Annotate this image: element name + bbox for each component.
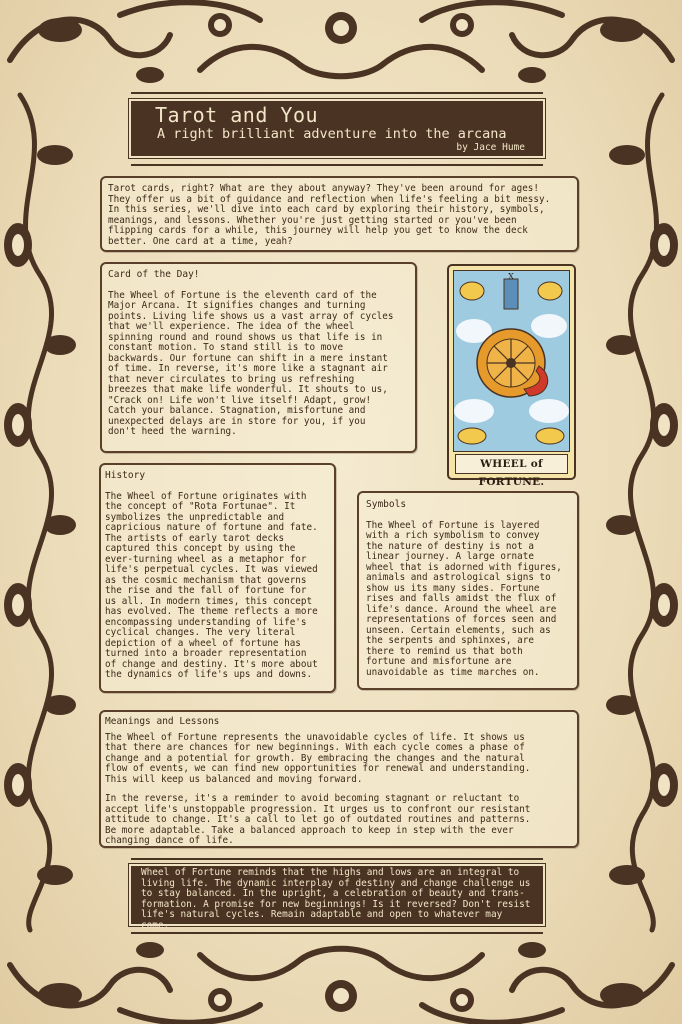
card-of-the-day-box xyxy=(100,262,417,453)
card-illustration xyxy=(453,270,570,452)
symbols-text: The Wheel of Fortune is layered with a rich symbolism to convey the nature of destiny is not a linear journey. A large ornate wheel that is adorned with figures, animals and astrological signs to show us its many sides. Fortune rises and falls amidst the flux of life's dance. Around the wheel are representations of forces seen and unseen. Certain elements, such as the serpents and sphinxes, are there to remind us that both fortune and misfortune are unavoidable as time marches on. xyxy=(366,519,562,678)
wheel-of-fortune-card-image xyxy=(447,264,576,488)
meanings-paragraph-1: The Wheel of Fortune represents the unavoidable cycles of life. It shows us that there are chances for new beginnings. With each cycle comes a phase of change and a potential for growth. By embracing the changes and the natural flow of events, we can find new opportunities for renewal and understanding. This will keep us balanced and moving forward. xyxy=(105,731,531,785)
bottom-ornament xyxy=(0,930,682,1024)
symbols-heading: Symbols xyxy=(366,499,407,510)
history-text: The Wheel of Fortune originates with the concept of "Rota Fortunae". It symbolizes the unpredictable and capricious nature of fortune and fate. The artists of early tarot decks captured this concept by using the ever-turning wheel as a metaphor for life's perpetual cycles. It was viewed as the cosmic mechanism that governs the rise and the fall of fortune for us all. In modern times, this concept has evolved. The theme reflects a more encompassing understanding of life's cyclical changes. The very literal depiction of a wheel of fortune has turned into a broader representation of change and destiny. It's more about the dynamics of life's ups and downs. xyxy=(105,490,318,680)
left-ornament xyxy=(0,95,90,930)
history-box xyxy=(99,463,336,693)
right-ornament xyxy=(592,95,682,930)
header-rule-bottom xyxy=(131,164,543,166)
meanings-heading: Meanings and Lessons xyxy=(105,716,220,727)
card-of-the-day-heading: Card of the Day! xyxy=(108,269,200,280)
meanings-paragraph-2: In the reverse, it's a reminder to avoid becoming stagnant or reluctant to accept life's unstoppable progression. It urges us to confront our resistant attitude to change. It's a call to let go of outdated routines and patterns. Be more adaptable. Take a balanced approach to keep in step with the ever changing dance of life. xyxy=(105,793,531,846)
history-heading: History xyxy=(105,470,146,481)
title-banner xyxy=(131,101,543,156)
top-ornament xyxy=(0,0,682,95)
meanings-box xyxy=(99,710,579,848)
closing-rule-top xyxy=(131,858,543,860)
page-title: Tarot and You xyxy=(155,103,319,127)
intro-box xyxy=(100,176,579,252)
intro-text: Tarot cards, right? What are they about anyway? They've been around for ages! They offer us a bit of guidance and reflection when life's feeling a bit messy. In this series, we'll dive into each card by exploring their history, symbols, meanings, and lessons. Whether you're just getting started or you've been flipping cards for a while, this journey will help you get to know the deck better. One card at a time, yeah? xyxy=(108,183,551,247)
byline: by Jace Hume xyxy=(456,142,525,153)
closing-text: Wheel of Fortune reminds that the highs and lows are an integral to living life. The dynamic interplay of destiny and change challenge us to stay balanced. In the upright, a celebration of beauty and trans- formation. A promise for new beginnings! Is it reversed? Don't resist life's natural cycles. Remain adaptable and open to whatever may come. xyxy=(141,867,531,931)
closing-rule-bottom xyxy=(131,932,543,934)
card-of-the-day-text: The Wheel of Fortune is the eleventh card of the Major Arcana. It signifies changes and turning points. Living life shows us a vast array of cycles that we'll experience. The idea of the wheel spinning round and round shows us that life is in constant motion. To stand still is to move backwards. Our fortune can shift in a mere instant of time. In reverse, it's more like a stagnant air that never circulates to bring us refreshing breezes that make life wonderful. It shouts to us, "Crack on! Life won't live itself! Adapt, grow! Catch your balance. Stagnation, misfortune and unexpected delays are in store for you, if you don't heed the warning. xyxy=(108,289,394,437)
card-numeral: X xyxy=(508,272,514,281)
header-rule-top xyxy=(131,92,543,94)
closing-banner xyxy=(131,866,543,931)
card-label: WHEEL of FORTUNE. xyxy=(455,454,568,474)
page-subtitle: A right brilliant adventure into the arcana xyxy=(157,126,507,142)
symbols-box xyxy=(357,491,579,690)
